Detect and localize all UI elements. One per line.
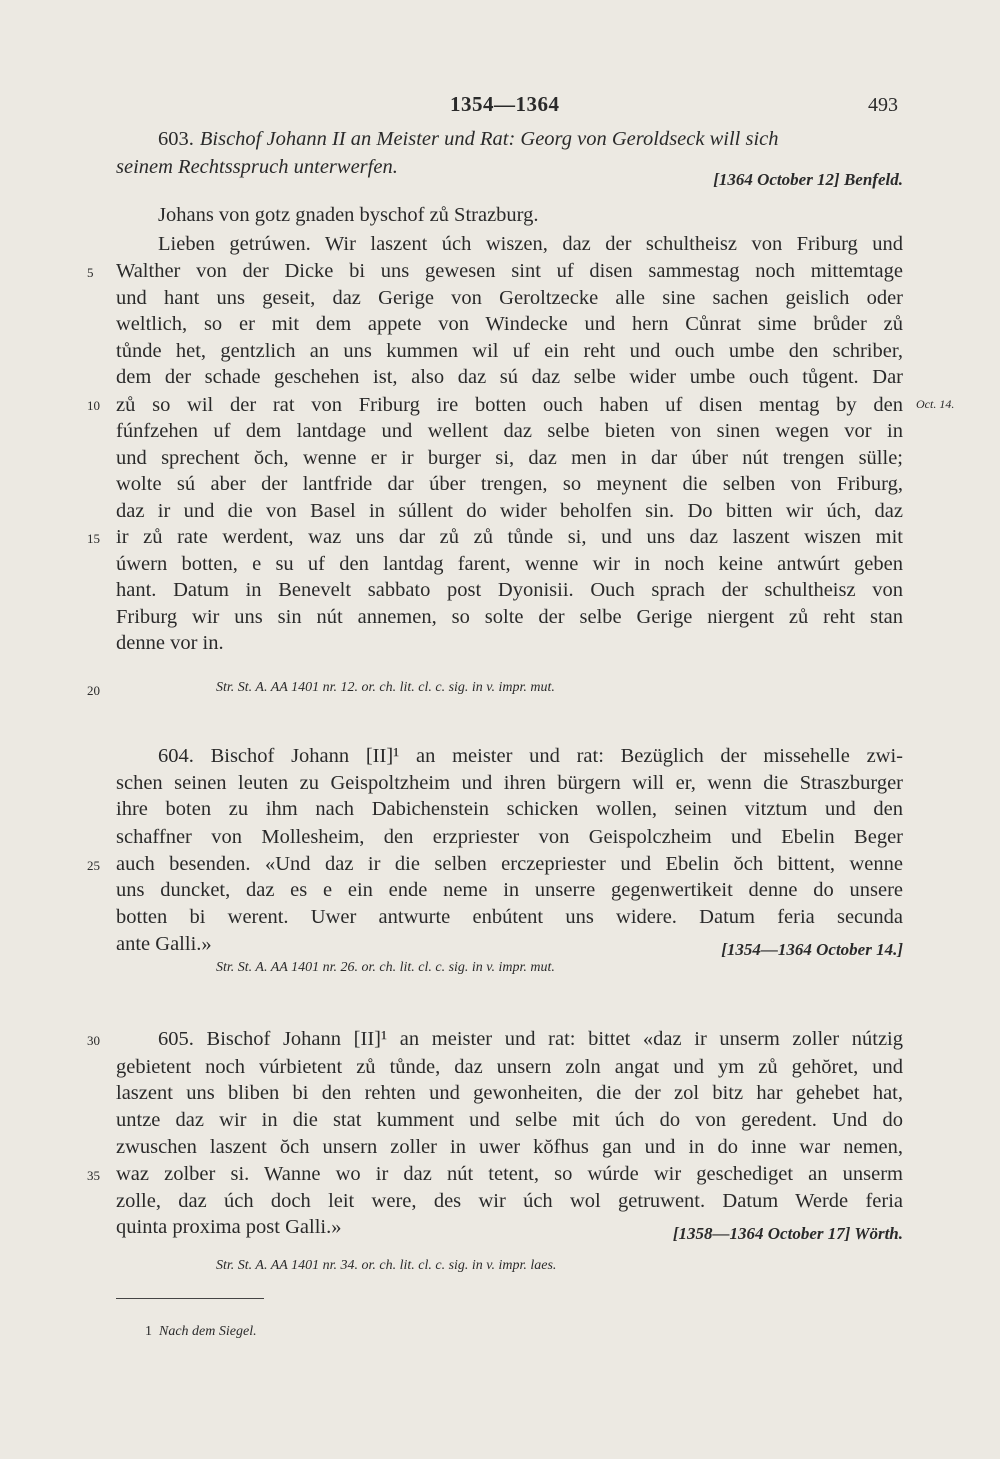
doc603-line: weltlich, so er mit dem appete von Windecke und hern Cůnrat sime brůder zů [116, 313, 903, 335]
doc603-line: und hant uns geseit, daz Gerige von Geroltzecke alle sine sachen geislich oder [116, 287, 903, 309]
doc603-line: ir zů rate werdent, waz uns dar zů zů tůnde si, und uns daz laszent wiszen mit [116, 526, 903, 548]
footnote-divider [116, 1298, 264, 1299]
doc603-line: fúnfzehen uf dem lantdage und wellent daz selbe bieten von sinen wegen vor in [116, 420, 903, 442]
doc604-line: schen seinen leuten zu Geispoltzheim und ihren bürgern will er, wenn die Straszburger [116, 772, 903, 794]
doc604-line: auch besenden. «Und daz ir die selben erczepriester und Ebelin ŏch bittent, wenne [116, 853, 903, 875]
doc603-line: Friburg wir uns sin nút annemen, so solte der selbe Gerige niergent zů reht stan [116, 606, 903, 628]
doc605-source-text: Str. St. A. AA 1401 nr. 34. or. ch. lit. cl. c. sig. in v. impr. laes. [216, 1258, 557, 1273]
doc603-line: tůnde het, gentzlich an uns kummen wil uf ein reht und ouch umbe den schriber, [116, 340, 903, 362]
doc603-source [216, 680, 555, 696]
footnote-text: Nach dem Siegel. [159, 1324, 257, 1339]
doc604-line: ihre boten zu ihm nach Dabichenstein schicken wollen, seinen vitztum und den [116, 798, 903, 820]
doc605-line: untze daz wir in die stat kumment und selbe mit úch do von geredent. Und do [116, 1109, 903, 1131]
doc603-title-line-1: Bischof Johann II an Meister und Rat: Georg von Geroldseck will sich [199, 128, 779, 150]
doc603-title-line-2: seinem Rechtsspruch unterwerfen. [116, 156, 398, 178]
doc603-date: [1364 October 12] Benfeld. [713, 170, 903, 189]
doc603-line: wolte sú aber der lantfride dar úber trengen, so meynent die selben von Friburg, [116, 473, 903, 495]
doc604-line: botten bi werent. Uwer antwurte enbútent uns widere. Datum feria secunda [116, 906, 903, 928]
doc605-source [216, 1258, 556, 1274]
line-number: 30 [87, 1033, 100, 1048]
doc603-number: 603. [158, 128, 194, 150]
line-number: 25 [87, 858, 100, 873]
doc603-source-text: Str. St. A. AA 1401 nr. 12. or. ch. lit. cl. c. sig. in v. impr. mut. [216, 680, 555, 695]
line-number: 10 [87, 398, 100, 413]
running-head: 1354—1364 [450, 92, 560, 116]
doc605-date: [1358—1364 October 17] Wörth. [672, 1224, 903, 1243]
doc605-line: zwuschen laszent ŏch unsern zoller in uwer kŏfhus gan und in do inne war nemen, [116, 1136, 903, 1158]
doc604-source-text: Str. St. A. AA 1401 nr. 26. or. ch. lit. cl. c. sig. in v. impr. mut. [216, 960, 555, 975]
doc603-line: zů so wil der rat von Friburg ire botten ouch haben uf disen mentag by den [116, 394, 903, 416]
doc604-date: [1354—1364 October 14.] [721, 940, 903, 959]
doc604-source [216, 960, 555, 976]
doc604-line: 604. Bischof Johann [II]¹ an meister und rat: Bezüglich der missehelle zwi- [158, 745, 903, 767]
doc604-line: schaffner von Mollesheim, den erzpriester von Geispolczheim und Ebelin Beger [116, 826, 903, 848]
doc604-line: uns duncket, daz es e ein ende neme in unserre gegenwertikeit denne do unsere [116, 879, 903, 901]
margin-date-note: Oct. 14. [916, 397, 955, 411]
line-number: 35 [87, 1168, 100, 1183]
doc603-line: Lieben getrúwen. Wir laszent úch wiszen, daz der schultheisz von Friburg und [158, 233, 903, 255]
doc605-line: quinta proxima post Galli.» [116, 1216, 342, 1238]
doc603-line: daz ir und die von Basel in súllent do wider beholfen sin. Do bitten wir úch, daz [116, 500, 903, 522]
doc603-line: úwern botten, e su uf den lantdag farent, wenne wir in noch keine antwúrt geben [116, 553, 903, 575]
doc604-line: ante Galli.» [116, 933, 212, 955]
line-number: 5 [87, 265, 94, 280]
doc605-line: zolle, daz úch doch leit were, des wir úch wol getruwent. Datum Werde feria [116, 1190, 903, 1212]
doc605-line: laszent uns bliben bi den rehten und gewonheiten, die der zol bitz har gehebet hat, [116, 1082, 903, 1104]
doc603-line: dem der schade geschehen ist, also daz sú daz selbe wider umbe ouch tůgent. Dar [116, 366, 903, 388]
doc603-line: Johans von gotz gnaden byschof zů Strazburg. [158, 204, 539, 226]
doc605-line: gebietent noch vúrbietent zů tůnde, daz unsern zoln angat und ym zů gehŏret, und [116, 1056, 903, 1078]
page-number: 493 [868, 94, 898, 116]
doc605-line: 605. Bischof Johann [II]¹ an meister und rat: bittet «daz ir unserm zoller nútzig [158, 1028, 903, 1050]
doc603-line: hant. Datum in Benevelt sabbato post Dyonisii. Ouch sprach der schultheisz von [116, 579, 903, 601]
line-number: 15 [87, 531, 100, 546]
doc603-line: denne vor in. [116, 632, 224, 654]
doc603-line: und sprechent ŏch, wenne er ir burger si, daz men in dar úber nút trengen sülle; [116, 447, 903, 469]
doc605-line: waz zolber si. Wanne wo ir daz nút tetent, so wúrde wir geschediget an unserm [116, 1163, 903, 1185]
footnote [145, 1324, 257, 1340]
doc603-heading [158, 128, 779, 151]
footnote-mark: 1 [145, 1324, 152, 1339]
line-number: 20 [87, 683, 100, 698]
doc603-line: Walther von der Dicke bi uns gewesen sint uf disen sammestag noch mittemtage [116, 260, 903, 282]
